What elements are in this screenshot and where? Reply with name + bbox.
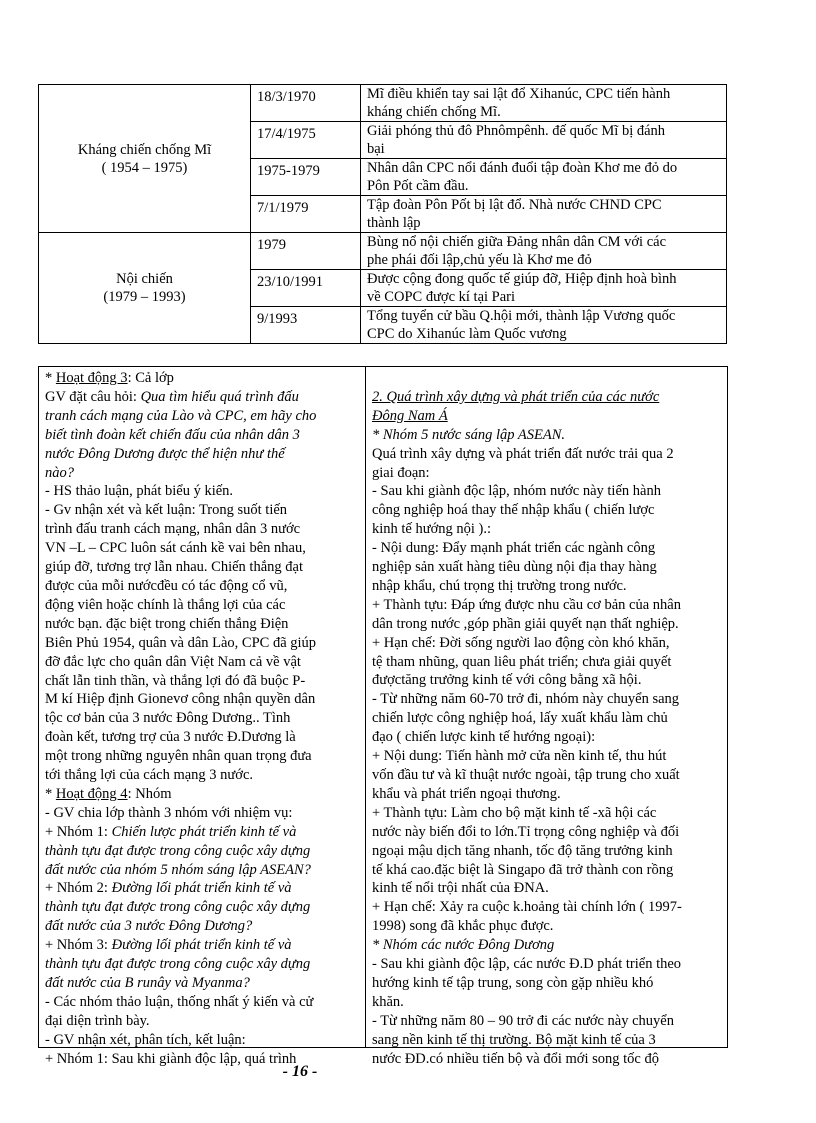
text-segment: nước Đông Dương được thể hiện như thế <box>45 445 285 462</box>
date-cell: 7/1/1979 <box>251 196 361 233</box>
text-segment: đất nước của B runây và Myanma? <box>45 975 250 991</box>
text-segment: + Thành tựu: Làm cho bộ mặt kinh tế -xã hội các <box>372 804 657 821</box>
text-line <box>372 520 720 539</box>
text-line <box>45 917 359 936</box>
text-line <box>372 634 720 653</box>
text-segment: nào? <box>45 464 74 481</box>
text-line <box>45 407 359 426</box>
text-line <box>372 747 720 766</box>
text-line <box>45 1031 359 1050</box>
timeline-table <box>38 84 727 344</box>
text-line <box>372 615 720 634</box>
date-cell: 9/1993 <box>251 307 361 344</box>
date-cell: 23/10/1991 <box>251 270 361 307</box>
event-line: kháng chiến chống Mĩ. <box>367 104 501 120</box>
text-segment: chiến lược công nghiệp hoá, lấy xuất khẩu làm chủ <box>372 710 668 727</box>
text-line <box>45 785 359 804</box>
event-line: Được cộng đong quốc tế giúp đỡ, Hiệp định hoà bình <box>367 271 677 287</box>
text-segment: Đường lối phát triển kinh tế và <box>111 880 292 897</box>
text-segment: biết tình đoàn kết chiến đấu của nhân dân 3 <box>45 426 300 443</box>
text-segment: đạo ( chiến lược kinh tế hướng ngoại): <box>372 729 596 746</box>
text-segment: thành tựu đạt được trong công cuộc xây dựng <box>45 956 311 973</box>
text-segment: đoàn kết, tương trợ của 3 nước Đ.Dương là <box>45 729 296 746</box>
text-line <box>372 671 720 690</box>
text-line <box>372 861 720 880</box>
text-segment: thành tựu đạt được trong công cuộc xây dựng <box>45 899 311 916</box>
text-line <box>372 596 720 615</box>
text-line <box>45 596 359 615</box>
text-segment: VN –L – CPC luôn sát cánh kề vai bên nhau, <box>45 540 306 557</box>
text-segment: - Các nhóm thảo luận, thống nhất ý kiến và cử <box>45 993 314 1010</box>
text-line <box>45 766 359 785</box>
text-segment: Hoạt động 3 <box>55 370 128 386</box>
text-line <box>372 898 720 917</box>
text-segment: giai đoạn: <box>372 464 430 481</box>
text-line <box>372 445 720 464</box>
text-segment: * <box>45 785 56 802</box>
event-cell <box>361 159 727 196</box>
text-line <box>372 1031 720 1050</box>
text-segment: nghiệp sản xuất hàng tiêu dùng nội địa thay hàng <box>372 559 657 576</box>
text-segment: Chiến lược phát triển kinh tế và <box>111 823 297 840</box>
text-segment: : Nhóm <box>127 785 172 802</box>
text-segment: tệ tham nhũng, quan liêu phát triển; chưa giải quyết <box>372 653 672 670</box>
text-line <box>45 690 359 709</box>
text-segment: Quá trình xây dựng và phát triển đất nước trải qua 2 <box>372 445 674 462</box>
period-label: ( 1954 – 1975) <box>101 159 188 176</box>
text-line <box>45 974 359 993</box>
text-segment: + Nhóm 1: <box>45 823 112 840</box>
text-segment: nước ĐD.có nhiều tiến bộ và đổi mới song tốc độ <box>372 1050 659 1067</box>
text-segment: - HS thảo luận, phát biểu ý kiến. <box>45 483 234 500</box>
text-segment: - Từ những năm 80 – 90 trở đi các nước này chuyển <box>372 1012 674 1029</box>
text-segment: ngoại mậu dịch tăng nhanh, tốc độ tăng trưởng kinh <box>372 842 673 859</box>
event-cell <box>361 85 727 122</box>
text-segment: * Nhóm 5 nước sáng lập ASEAN. <box>372 426 566 443</box>
text-segment: Đường lối phát triển kinh tế và <box>111 937 292 954</box>
text-segment: - Nội dung: Đẩy mạnh phát triển các ngành công <box>372 540 656 557</box>
text-segment: nhập khẩu, chú trọng thị trường trong nước. <box>372 577 627 594</box>
text-segment: tới thắng lợi của cách mạng 3 nước. <box>45 767 254 784</box>
text-line <box>45 520 359 539</box>
text-segment: sang nền kinh tế thị trường. Bộ mặt kinh tế của 3 <box>372 1031 656 1048</box>
event-cell <box>361 233 727 270</box>
text-line <box>45 672 359 691</box>
text-line <box>45 861 359 880</box>
text-line <box>45 955 359 974</box>
text-line <box>372 407 720 426</box>
text-line <box>45 879 359 898</box>
text-line <box>45 747 359 766</box>
text-segment: + Hạn chế: Xảy ra cuộc k.hoảng tài chính lớn ( 1997- <box>372 899 682 916</box>
lesson-table <box>38 366 728 1067</box>
date-cell: 18/3/1970 <box>251 85 361 122</box>
text-line <box>372 823 720 842</box>
text-line <box>372 917 720 936</box>
period-label: (1979 – 1993) <box>103 289 186 305</box>
text-segment: động viên hoặc chính là thắng lợi của các <box>45 596 286 613</box>
text-segment: - Gv nhận xét và kết luận: Trong suốt tiến <box>45 502 288 519</box>
text-segment: + Thành tựu: Đáp ứng được nhu cầu cơ bản của nhân <box>372 596 681 613</box>
text-segment: chất lẫn tinh thần, và thắng lợi đó đã buộc P- <box>45 672 306 689</box>
text-line <box>45 993 359 1012</box>
text-line <box>45 482 359 501</box>
text-segment: M kí Hiệp định Gionevơ công nhận quyền dân <box>45 691 316 708</box>
text-line <box>45 615 359 634</box>
text-line <box>372 974 720 993</box>
text-line <box>372 426 720 445</box>
date-cell: 1979 <box>251 233 361 270</box>
text-line <box>372 993 720 1012</box>
event-line: Nhân dân CPC nổi đánh đuổi tập đoàn Khơ me đỏ do <box>367 160 678 176</box>
text-line <box>45 653 359 672</box>
text-line <box>372 577 720 596</box>
text-segment: + Nhóm 3: <box>45 937 112 954</box>
period-label: Nội chiến <box>116 271 173 287</box>
text-line <box>45 369 359 388</box>
text-line <box>372 709 720 728</box>
event-line: phe phái đối lập,chủ yếu là Khơ me đỏ <box>367 252 592 268</box>
text-segment: Đông Nam Á <box>372 407 448 424</box>
text-segment: đại diện trình bày. <box>45 1012 150 1029</box>
text-line <box>45 804 359 823</box>
text-line <box>45 936 359 955</box>
text-line <box>372 653 720 672</box>
text-line <box>45 823 359 842</box>
text-line <box>372 936 720 955</box>
content-column <box>366 367 726 1067</box>
text-segment: đất nước của 3 nước Đông Dương? <box>45 918 253 935</box>
text-segment: trình đấu tranh cách mạng, nhân dân 3 nước <box>45 521 301 538</box>
text-line <box>372 482 720 501</box>
text-segment: tế khá cao.đặc biệt là Singapo đã trở thành con rồng <box>372 861 674 878</box>
text-line <box>372 1012 720 1031</box>
text-line <box>45 501 359 520</box>
event-line: bại <box>367 141 385 157</box>
text-segment: đượctăng trưởng kinh tế với công bằng xã hội. <box>372 672 642 689</box>
text-segment: thành tựu đạt được trong công cuộc xây dựng <box>45 842 311 859</box>
text-segment: - GV nhận xét, phân tích, kết luận: <box>45 1031 246 1048</box>
text-segment: * Nhóm các nước Đông Dương <box>372 937 555 954</box>
text-segment: khẩu và phát triển ngoại thương. <box>372 785 561 802</box>
text-line <box>45 445 359 464</box>
text-line <box>372 539 720 558</box>
text-segment: 1998) song đã khắc phục được. <box>372 918 554 935</box>
period-cell <box>39 85 251 233</box>
text-line <box>372 501 720 520</box>
text-line <box>45 464 359 483</box>
event-cell <box>361 196 727 233</box>
event-line: Giải phóng thủ đô Phnômpênh. đế quốc Mĩ bị đánh <box>367 123 666 139</box>
event-cell <box>361 122 727 159</box>
event-line: Pôn Pốt cầm đầu. <box>367 178 469 194</box>
text-segment: đỡ đắc lực cho quân dân Việt Nam cả về vật <box>45 653 301 670</box>
text-segment: đất nước của nhóm 5 nhóm sáng lập ASEAN? <box>45 861 311 878</box>
text-line <box>372 804 720 823</box>
text-segment: Qua tìm hiểu quá trình đấu <box>140 388 299 405</box>
text-segment: GV đặt câu hỏi: <box>45 388 141 405</box>
text-line <box>45 634 359 653</box>
text-line <box>45 898 359 917</box>
text-segment: giúp đỡ, tương trợ lẫn nhau. Chiến thắng đạt <box>45 559 303 576</box>
text-line <box>45 709 359 728</box>
text-line <box>372 388 720 407</box>
text-line <box>45 728 359 747</box>
text-line <box>45 539 359 558</box>
event-line: Mĩ điều khiển tay sai lật đổ Xihanúc, CPC tiến hành <box>367 86 671 102</box>
period-label: Kháng chiến chống Mĩ <box>77 141 212 158</box>
text-segment: - Sau khi giành độc lập, các nước Đ.D phát triển theo <box>372 956 682 973</box>
timeline-row <box>39 233 727 270</box>
text-line <box>45 558 359 577</box>
event-cell <box>361 270 727 307</box>
text-segment: được của mỗi nướcđều có tác động cổ vũ, <box>45 577 288 594</box>
event-line: Tổng tuyển cử bầu Q.hội mới, thành lập Vương quốc <box>367 308 676 324</box>
text-segment: : Cả lớp <box>127 370 174 386</box>
text-line <box>372 879 720 898</box>
text-segment: + Nhóm 1: Sau khi giành độc lập, quá trình <box>45 1050 297 1067</box>
text-line <box>45 577 359 596</box>
text-line <box>372 464 720 483</box>
text-segment: nước này biến đổi to lớn.Tỉ trọng công nghiệp và đối <box>372 823 680 840</box>
event-line: thành lập <box>367 215 421 231</box>
text-segment: + Nhóm 2: <box>45 880 112 897</box>
text-segment: * <box>45 370 56 386</box>
text-line <box>372 955 720 974</box>
text-line <box>45 842 359 861</box>
text-segment: hướng kinh tế tập trung, song còn gặp nhiều khó <box>372 974 654 991</box>
text-line <box>372 728 720 747</box>
text-segment: - Sau khi giành độc lập, nhóm nước này tiến hành <box>372 483 661 500</box>
event-line: Bùng nổ nội chiến giữa Đảng nhân dân CM với các <box>367 234 667 250</box>
text-segment: + Hạn chế: Đời sống người lao động còn khó khăn, <box>372 634 670 651</box>
text-segment: - Từ những năm 60-70 trở đi, nhóm này chuyển sang <box>372 691 680 708</box>
text-line <box>372 369 720 388</box>
text-segment: + Nội dung: Tiến hành mở cửa nền kinh tế, thu hút <box>372 748 667 765</box>
date-cell: 17/4/1975 <box>251 122 361 159</box>
text-segment: vốn đầu tư và kĩ thuật nước ngoài, tập trung cho xuất <box>372 767 680 784</box>
text-segment: kinh tế nổi trội nhất của ĐNA. <box>372 880 549 897</box>
text-line <box>372 690 720 709</box>
text-segment: một trong những nguyên nhân quan trọng đưa <box>45 748 312 765</box>
page-number: - 16 - <box>282 1063 318 1080</box>
teacher-activity-column <box>39 367 366 1067</box>
text-line <box>372 558 720 577</box>
text-segment: kinh tế hướng nội ).: <box>372 521 492 538</box>
timeline-row <box>39 85 727 122</box>
date-cell: 1975-1979 <box>251 159 361 196</box>
text-segment: nước bạn. đặc biệt trong chiến thắng Điện <box>45 615 289 632</box>
text-segment: dân trong nước ,góp phần giải quyết nạn thất nghiệp. <box>372 615 679 632</box>
text-segment: - GV chia lớp thành 3 nhóm với nhiệm vụ: <box>45 804 293 821</box>
text-line <box>372 842 720 861</box>
text-line <box>45 426 359 445</box>
text-line <box>45 388 359 407</box>
text-segment: tộc cơ bản của 3 nước Đông Dương.. Tình <box>45 710 291 727</box>
event-line: về COPC được kí tại Pari <box>367 289 516 305</box>
text-segment: công nghiệp hoá thay thế nhập khẩu ( chiến lược <box>372 502 655 519</box>
text-line <box>45 1012 359 1031</box>
event-line: Tập đoàn Pôn Pốt bị lật đổ. Nhà nước CHND CPC <box>367 197 662 213</box>
text-segment: khăn. <box>372 993 404 1010</box>
text-segment: Hoạt động 4 <box>55 785 128 802</box>
text-segment: Biên Phủ 1954, quân và dân Lào, CPC đã giúp <box>45 634 317 651</box>
text-line <box>372 785 720 804</box>
text-segment: tranh cách mạng của Lào và CPC, em hãy cho <box>45 407 317 424</box>
text-line <box>372 766 720 785</box>
period-cell <box>39 233 251 344</box>
text-segment: 2. Quá trình xây dựng và phát triển của các nước <box>372 388 660 405</box>
event-line: CPC do Xihanúc làm Quốc vương <box>367 326 567 342</box>
event-cell <box>361 307 727 344</box>
